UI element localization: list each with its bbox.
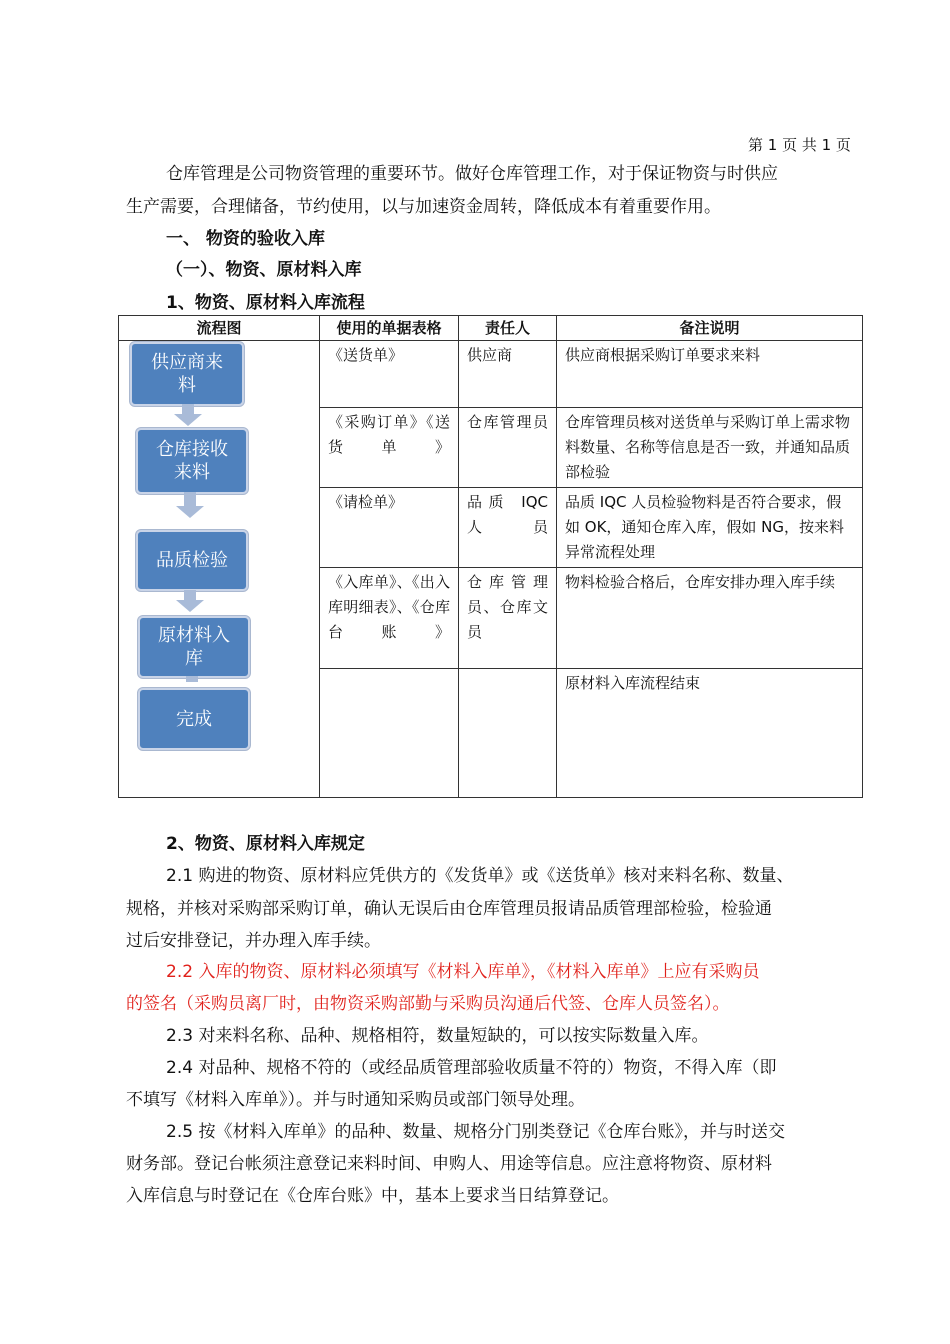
rule-2-5-line-1: 2.5 按《材料入库单》的品种、数量、规格分门别类登记《仓库台账》，并与时送交	[166, 1122, 785, 1142]
rule-2-1-line-2: 规格，并核对采购部采购订单，确认无误后由仓库管理员报请品质管理部检验，检验通	[126, 899, 772, 919]
page-number: 第 1 页 共 1 页	[748, 136, 851, 154]
cell-form: 《请检单》	[320, 488, 459, 568]
flow-step-material-inbound: 原材料入库	[138, 616, 250, 678]
cell-note: 供应商根据采购订单要求来料	[557, 341, 863, 408]
rule-2-2-line-1: 2.2 入库的物资、原材料必须填写《材料入库单》，《材料入库单》上应有采购员	[166, 962, 760, 982]
header-person: 责任人	[459, 316, 557, 341]
cell-person: 仓库管理员	[459, 408, 557, 488]
section-heading-4: 2、物资、原材料入库规定	[166, 834, 365, 854]
header-note: 备注说明	[557, 316, 863, 341]
cell-form: 《入库单》、《出入库明细表》、《仓库台账》	[320, 568, 459, 669]
rule-2-3: 2.3 对来料名称、品种、规格相符，数量短缺的，可以按实际数量入库。	[166, 1026, 709, 1046]
table-header-row	[119, 316, 863, 341]
rule-2-4-line-1: 2.4 对品种、规格不符的（或经品质管理部验收质量不符的）物资，不得入库（即	[166, 1058, 777, 1078]
flow-step-quality-inspection: 品质检验	[136, 530, 248, 591]
intro-paragraph-line-2: 生产需要，合理储备，节约使用，以与加速资金周转，降低成本有着重要作用。	[126, 197, 721, 217]
rule-2-5-line-3: 入库信息与时登记在《仓库台账》中，基本上要求当日结算登记。	[126, 1186, 619, 1206]
cell-person	[459, 669, 557, 798]
cell-note: 品质 IQC 人员检验物料是否符合要求，假如 OK，通知仓库入库，假如 NG，按来料异常流程处理	[557, 488, 863, 568]
cell-note: 物料检验合格后，仓库安排办理入库手续	[557, 568, 863, 669]
intro-paragraph-line-1: 仓库管理是公司物资管理的重要环节。做好仓库管理工作，对于保证物资与时供应	[166, 164, 778, 184]
header-form: 使用的单据表格	[320, 316, 459, 341]
header-flowchart: 流程图	[119, 316, 320, 341]
rule-2-2-line-2: 的签名（采购员离厂时，由物资采购部勤与采购员沟通后代签、仓库人员签名）。	[126, 994, 730, 1014]
rule-2-1-line-3: 过后安排登记，并办理入库手续。	[126, 931, 381, 951]
cell-person: 品质 IQC 人员	[459, 488, 557, 568]
cell-note: 仓库管理员核对送货单与采购订单上需求物料数量、名称等信息是否一致，并通知品质部检验	[557, 408, 863, 488]
cell-person: 供应商	[459, 341, 557, 408]
cell-person: 仓库管理员、仓库文员	[459, 568, 557, 669]
cell-form	[320, 669, 459, 798]
cell-form: 《送货单》	[320, 341, 459, 408]
section-heading-2: （一）、物资、原材料入库	[166, 260, 362, 280]
section-heading-1: 一、 物资的验收入库	[166, 229, 325, 249]
cell-note: 原材料入库流程结束	[557, 669, 863, 798]
rule-2-5-line-2: 财务部。登记台帐须注意登记来料时间、申购人、用途等信息。应注意将物资、原材料	[126, 1154, 772, 1174]
section-heading-3: 1、物资、原材料入库流程	[166, 293, 365, 313]
flow-step-supplier-delivery: 供应商来料	[130, 342, 244, 406]
flow-step-complete: 完成	[138, 688, 250, 750]
flow-step-warehouse-receive: 仓库接收来料	[136, 428, 248, 494]
cell-form: 《采购订单》《送货单》	[320, 408, 459, 488]
rule-2-4-line-2: 不填写《材料入库单》）。并与时通知采购员或部门领导处理。	[126, 1090, 585, 1110]
rule-2-1-line-1: 2.1 购进的物资、原材料应凭供方的《发货单》或《送货单》核对来料名称、数量、	[166, 866, 794, 886]
